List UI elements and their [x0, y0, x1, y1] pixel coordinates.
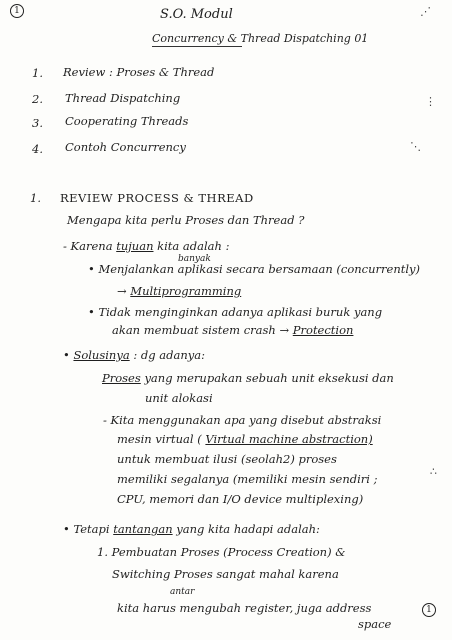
tetapi-rest: yang kita hadapi adalah:: [176, 522, 320, 536]
solusi-bullet: •: [63, 348, 70, 362]
protection-term: Protection: [292, 323, 354, 337]
page-title: S.O. Modul: [160, 7, 233, 22]
toc-num: 3.: [32, 116, 43, 130]
virtual-machine-term: Virtual machine abstraction): [205, 432, 373, 446]
proses-line: [102, 372, 394, 385]
insert-banyak: banyak: [178, 254, 211, 264]
solusi-term: Solusinya: [73, 348, 130, 362]
tantangan-term: tantangan: [113, 522, 173, 536]
item1-line1: 1. Pembuatan Proses (Process Creation) &: [97, 545, 346, 559]
margin-scribble: ⋰: [420, 5, 431, 18]
kita-line5: CPU, memori dan I/O device multiplexing): [117, 492, 364, 506]
karena-rest: kita adalah :: [157, 239, 230, 253]
item1-line2: Switching Proses sangat mahal karena: [112, 567, 339, 581]
kita-line4: memiliki segalanya (memiliki mesin sendiri ;: [117, 472, 378, 486]
margin-scribble: ⋱: [410, 140, 421, 153]
kita-line2: [117, 433, 373, 446]
subtitle-underline: [152, 46, 242, 47]
bullet-concurrently: • Menjalankan aplikasi secara bersamaan (concurrently): [88, 262, 421, 276]
proses-line2: unit alokasi: [145, 391, 213, 405]
multiprogramming-term: Multiprogramming: [130, 284, 242, 298]
margin-scribble: ∴: [430, 465, 437, 478]
toc-item: Thread Dispatching: [65, 91, 181, 105]
kita-line2-prefix: mesin virtual (: [117, 432, 202, 446]
karena-underlined: tujuan: [116, 239, 154, 253]
tetapi-prefix: • Tetapi: [63, 522, 110, 536]
solusi-rest: : dg adanya:: [133, 348, 205, 362]
toc-num: 2.: [32, 92, 43, 106]
section-heading: REVIEW PROCESS & THREAD: [60, 191, 254, 205]
toc-num: 4.: [32, 142, 43, 156]
karena-prefix: - Karena: [63, 239, 113, 253]
question-text: Mengapa kita perlu Proses dan Thread ?: [67, 213, 305, 227]
toc-num: 1.: [32, 66, 43, 80]
section-number: 1.: [30, 191, 41, 205]
footer-page-circle: 1: [422, 603, 436, 617]
arrow-line: [117, 285, 241, 298]
solusi-line: [63, 349, 205, 362]
kita-line3: untuk membuat ilusi (seolah2) proses: [117, 452, 337, 466]
arrow-symbol: →: [117, 284, 127, 298]
toc-item: Contoh Concurrency: [65, 140, 186, 154]
item1-line3: kita harus mengubah register, juga address: [117, 601, 372, 615]
toc-item: Cooperating Threads: [65, 114, 189, 128]
kita-line1: - Kita menggunakan apa yang disebut abstraksi: [103, 413, 382, 427]
tetapi-line: [63, 523, 320, 536]
crash-line: [112, 324, 353, 337]
proses-term: Proses: [102, 371, 141, 385]
page-subtitle: Concurrency & Thread Dispatching 01: [152, 32, 369, 45]
karena-line: [63, 240, 229, 253]
margin-scribble: ⋮: [425, 95, 436, 108]
insert-antar: antar: [170, 587, 195, 597]
crash-prefix: akan membuat sistem crash →: [112, 323, 290, 337]
proses-rest: yang merupakan sebuah unit eksekusi dan: [144, 371, 394, 385]
page-mark-circle: 1: [10, 4, 24, 18]
toc-item: Review : Proses & Thread: [63, 65, 215, 79]
bullet-tidak: • Tidak menginginkan adanya aplikasi buruk yang: [88, 305, 383, 319]
item1-line4: space: [358, 617, 392, 631]
